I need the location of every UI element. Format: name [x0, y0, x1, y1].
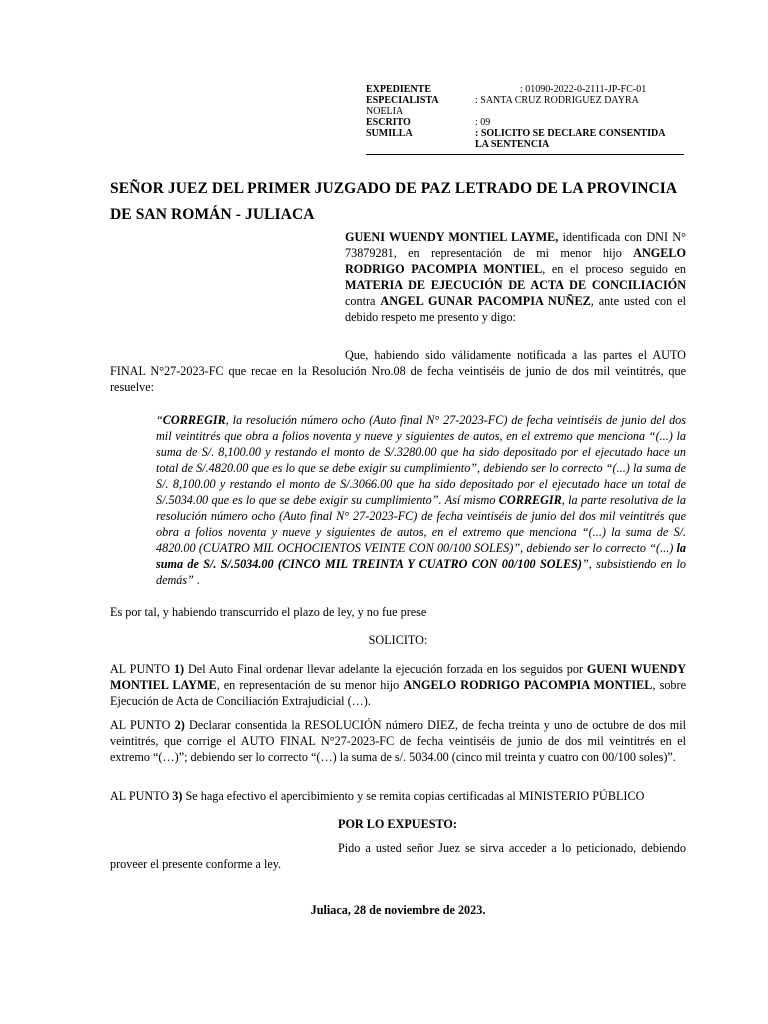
punto-1-text-1: Del Auto Final ordenar llevar adelante la ejecución forzada en los seguidos por [184, 662, 587, 676]
date-line: Juliaca, 28 de noviembre de 2023. [310, 903, 486, 917]
expediente-value: : 01090-2022-0-2111-JP-FC-01 [520, 84, 647, 95]
especialista-value-cont: NOELIA [366, 106, 404, 117]
solicito-heading: SOLICITO: [368, 633, 428, 647]
corregir-1: CORREGIR [162, 413, 226, 427]
quote-text-2: , la parte resolutiva de la resolución número ocho (Auto final N° 27-2023-FC) de fecha veintiséis de junio del dos mil veintitrés que obra a folios noventa y nueve y siguientes de autos, en el extremo que menciona “(...) la suma de S/. 4820.00 (CUATRO MIL OCHOCIENTOS VEINTE CON 00/100 SOLES)”, debiendo ser lo correcto “(...) [156, 493, 686, 555]
punto-1-pre: AL PUNTO [110, 662, 174, 676]
case-header [366, 84, 684, 150]
defendant-name: ANGEL GUNAR PACOMPIA NUÑEZ [380, 294, 591, 308]
especialista-value: : SANTA CRUZ RODRIGUEZ DAYRA [475, 95, 639, 106]
expediente-row [366, 84, 684, 95]
que-text: Que, habiendo sido válidamente notificada a las partes el AUTO FINAL N°27-2023-FC que recae en la Resolución Nro.08 de fecha veintiséis de junio de dos mil veintitrés, que resuelve: [110, 348, 686, 394]
pido-paragraph [110, 840, 686, 872]
punto-3-num: 3) [172, 789, 183, 803]
addressee-title: SEÑOR JUEZ DEL PRIMER JUZGADO DE PAZ LETRADO DE LA PROVINCIA DE SAN ROMÁN - JULIACA [110, 180, 677, 223]
corregir-2: CORREGIR [498, 493, 562, 507]
intro-text-4: , ante usted con el debido respeto me presento y digo: [345, 294, 686, 324]
escrito-value: : 09 [475, 117, 491, 128]
sumilla-value-cont: LA SENTENCIA [475, 139, 550, 150]
especialista-row-cont [366, 106, 684, 117]
sumilla-value: : SOLICITO SE DECLARE CONSENTIDA [475, 128, 666, 139]
quote-text-3: ”, subsistiendo en lo demás” . [156, 557, 686, 587]
que-paragraph [110, 347, 686, 395]
punto-2-num: 2) [174, 718, 185, 732]
expediente-label: EXPEDIENTE [366, 84, 432, 95]
sumilla-row-cont [366, 139, 684, 150]
punto-1-paragraph [110, 661, 686, 709]
punto-1-text-2: , en representación de su menor hijo [216, 678, 404, 692]
por-lo-expuesto-heading: POR LO EXPUESTO: [338, 817, 457, 831]
intro-paragraph [345, 229, 686, 325]
punto-1-name: GUENI WUENDY MONTIEL LAYME [110, 662, 687, 692]
punto-3-paragraph [110, 788, 686, 804]
quote-open: “ [156, 413, 163, 427]
pido-text: Pido a usted señor Juez se sirva acceder a lo peticionado, debiendo proveer el presente conforme a ley. [110, 841, 686, 871]
punto-3-pre: AL PUNTO [110, 789, 173, 803]
punto-1-num: 1) [173, 662, 185, 676]
sumilla-row [366, 128, 684, 139]
punto-1-text-3: , sobre Ejecución de Acta de Conciliación Extrajudicial (…). [110, 678, 686, 708]
plaintiff-name: GUENI WUENDY MONTIEL LAYME, [345, 230, 559, 244]
escrito-row [366, 117, 684, 128]
matter: MATERIA DE EJECUCIÓN DE ACTA DE CONCILIACIÓN [345, 278, 686, 292]
punto-3-text: Se haga efectivo el apercibimiento y se remita copias certificadas al MINISTERIO PÚBLICO [182, 789, 645, 803]
sumilla-label: SUMILLA [366, 128, 413, 139]
especialista-label: ESPECIALISTA [366, 95, 439, 106]
quote-text-1: , la resolución número ocho (Auto final N° 27-2023-FC) de fecha veintiséis de junio del dos mil veintitrés que obra a folios noventa y nueve y siguientes de autos, en el extremo que menciona “(...) la suma de S/. 8,100.00 y restando el monto de S/.3280.00 que ha sido depositado por el ejecutado hace un total de S/.4820.00 que es lo que se debe exigir su cumplimiento”, debiendo ser lo correcto “(...) la suma de S/. 8,100.00 y restando el monto de S/.3066.00 que ha sido depositado por el ejecutado hace un total de S/.5034.00 que es lo que se debe exigir su cumplimiento”. Así mismo [156, 413, 686, 507]
son-name: ANGELO RODRIGO PACOMPIA MONTIEL [345, 246, 686, 276]
escrito-label: ESCRITO [366, 117, 411, 128]
corrected-amount: la suma de S/. S/.5034.00 (CINCO MIL TREINTA Y CUATRO CON 00/100 SOLES) [156, 541, 686, 571]
punto-2-pre: AL PUNTO [110, 718, 175, 732]
punto-1-son: ANGELO RODRIGO PACOMPIA MONTIEL [403, 678, 653, 692]
intro-text-2: , en el proceso seguido en [542, 262, 686, 276]
quoted-resolution [156, 412, 686, 588]
especialista-row [366, 95, 684, 106]
intro-text-1: identificada con DNI N° 73879281, en representación de mi menor hijo [345, 230, 686, 260]
punto-2-text: Declarar consentida la RESOLUCIÓN número DIEZ, de fecha treinta y uno de octubre de dos mil veintitrés, que corrige el AUTO FINAL N°27-2023-FC de fecha veintiséis de junio de dos mil veintitrés en el extremo “(…)”; debiendo ser lo correcto “(…) la suma de s/. 5034.00 (cinco mil treinta y cuatro con 00/100 soles)”. [110, 718, 686, 764]
header-divider [366, 154, 684, 155]
intro-text-3: contra [345, 294, 381, 308]
es-por-tal-paragraph: Es por tal, y habiendo transcurrido el plazo de ley, y no fue prese [110, 605, 427, 619]
punto-2-paragraph [110, 717, 686, 765]
